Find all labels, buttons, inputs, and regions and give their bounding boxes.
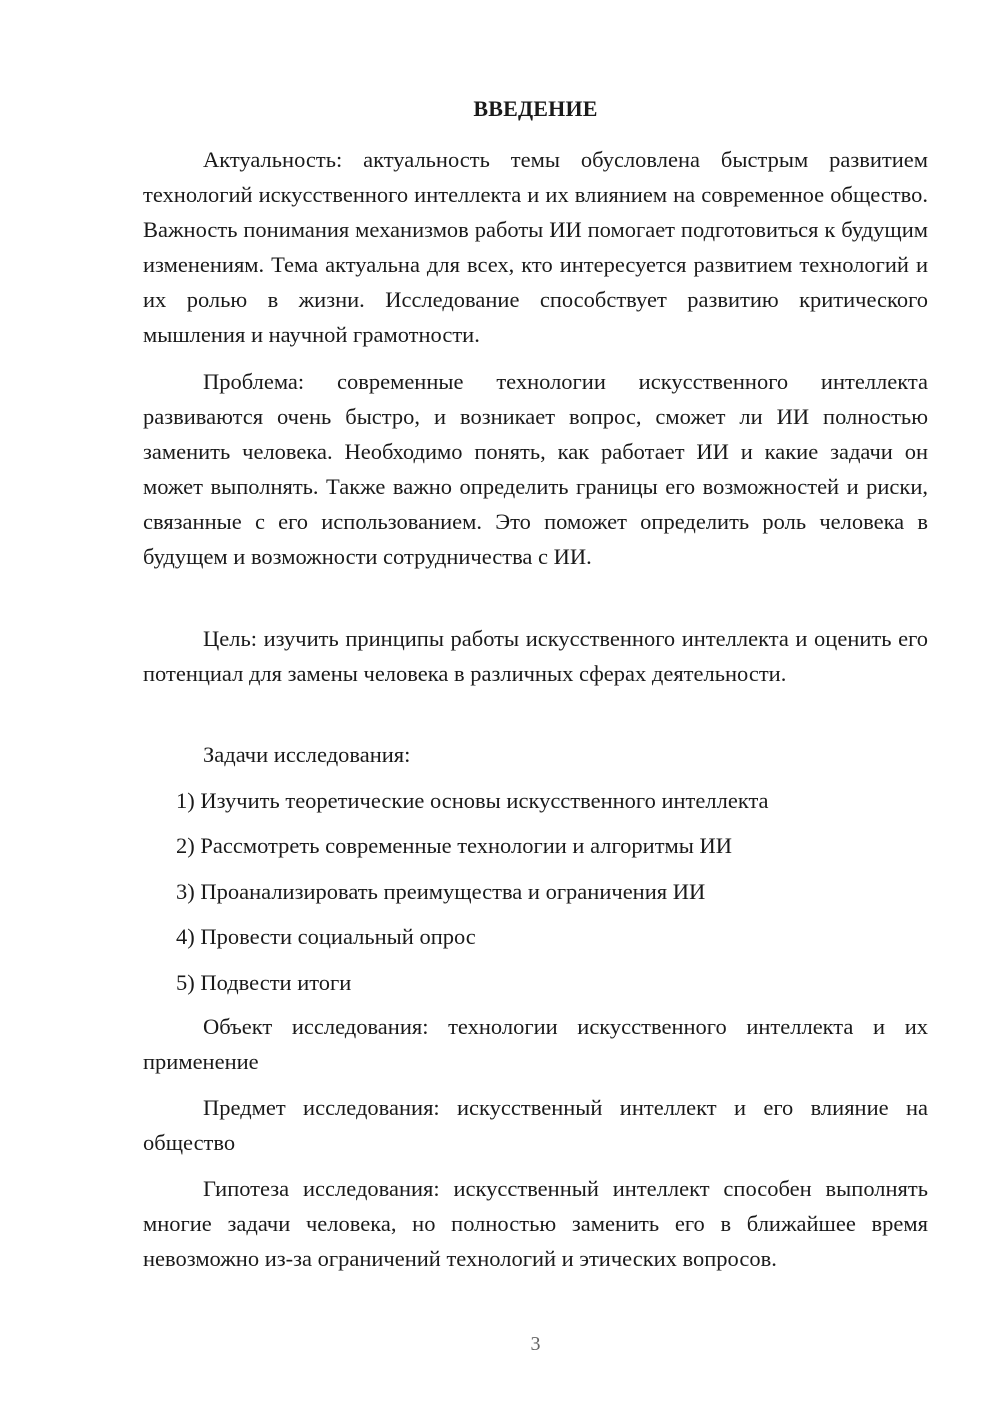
paragraph-goal: Цель: изучить принципы работы искусственного интеллекта и оценить его потенциал для замены человека в различных сферах деятельности. xyxy=(143,626,928,687)
list-item: 4) Провести социальный опрос xyxy=(176,924,476,950)
page-title: ВВЕДЕНИЕ xyxy=(473,96,598,121)
tasks-list xyxy=(176,783,769,1010)
paragraph-hypothesis: Гипотеза исследования: искусственный интеллект способен выполнять многие задачи человека, но полностью заменить его в ближайшее время невозможно из-за ограничений технологий и этических вопросов. xyxy=(143,1176,928,1272)
page-number: 3 xyxy=(530,1333,541,1355)
paragraph-subject: Предмет исследования: искусственный интеллект и его влияние на общество xyxy=(143,1095,928,1156)
paragraph-relevance: Актуальность: актуальность темы обусловлена быстрым развитием технологий искусственного интеллекта и их влиянием на современное общество. Важность понимания механизмов работы ИИ помогает подготовиться к будущим изменениям. Тема актуальна для всех, кто интересуется развитием технологий и их ролью в жизни. Исследование способствует развитию критического мышления и научной грамотности. xyxy=(143,147,928,348)
tasks-label: Задачи исследования: xyxy=(203,742,411,767)
list-item: 5) Подвести итоги xyxy=(176,969,352,995)
list-item: 3) Проанализировать преимущества и ограничения ИИ xyxy=(176,878,706,904)
paragraph-problem: Проблема: современные технологии искусственного интеллекта развиваются очень быстро, и возникает вопрос, сможет ли ИИ полностью заменить человека. Необходимо понять, как работает ИИ и какие задачи он может выполнять. Также важно определить границы его возможностей и риски, связанные с его использованием. Это поможет определить роль человека в будущем и возможности сотрудничества с ИИ. xyxy=(143,369,928,570)
paragraph-object: Объект исследования: технологии искусственного интеллекта и их применение xyxy=(143,1014,928,1075)
list-item: 2) Рассмотреть современные технологии и алгоритмы ИИ xyxy=(176,833,733,859)
list-item: 1) Изучить теоретические основы искусственного интеллекта xyxy=(176,788,769,813)
